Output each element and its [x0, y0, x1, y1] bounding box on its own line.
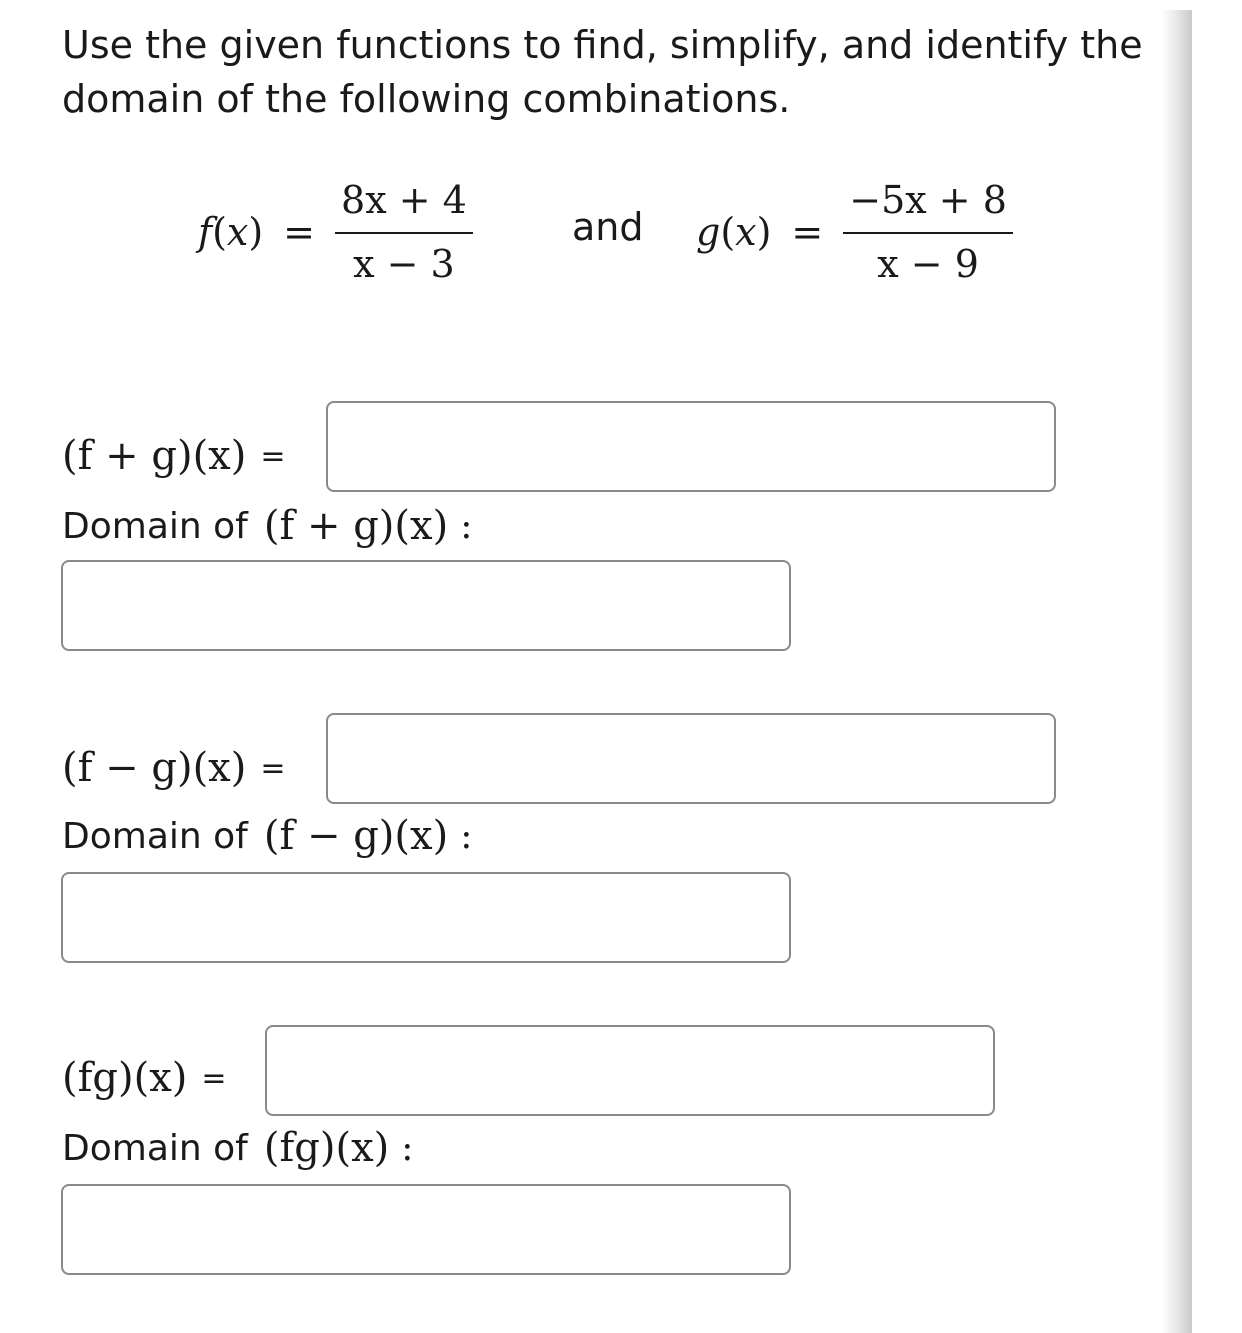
- g-numerator: −5x + 8: [843, 178, 1013, 234]
- sum-equals-sign: =: [260, 438, 286, 474]
- product-domain-expression: (fg)(x): [263, 1125, 390, 1171]
- scrollbar-track[interactable]: [1192, 0, 1242, 1333]
- difference-answer-input[interactable]: [326, 713, 1056, 804]
- f-definition: [198, 172, 473, 292]
- g-equals-sign: =: [791, 210, 824, 254]
- sum-label: [62, 424, 285, 488]
- product-equals-sign: =: [201, 1060, 227, 1096]
- sum-answer-input[interactable]: [326, 401, 1056, 492]
- content-edge-shadow: [1162, 10, 1192, 1333]
- sum-domain-input[interactable]: [61, 560, 791, 651]
- product-label: [62, 1046, 227, 1110]
- f-denominator: x − 3: [353, 242, 455, 286]
- sum-domain-label: [62, 496, 472, 556]
- difference-domain-input[interactable]: [61, 872, 791, 963]
- difference-equals-sign: =: [260, 750, 286, 786]
- difference-domain-colon: :: [460, 815, 473, 857]
- product-domain-input[interactable]: [61, 1184, 791, 1275]
- product-domain-colon: :: [401, 1127, 414, 1169]
- product-domain-prefix: Domain of: [62, 1127, 248, 1169]
- difference-label: [62, 736, 285, 800]
- f-numerator: 8x + 4: [335, 178, 473, 234]
- g-fraction: [843, 178, 1013, 286]
- difference-domain-prefix: Domain of: [62, 815, 248, 857]
- f-function-name: f(x): [198, 210, 264, 254]
- f-fraction: [335, 178, 473, 286]
- g-function-name: g(x): [696, 210, 772, 254]
- f-equals-sign: =: [283, 210, 316, 254]
- g-denominator: x − 9: [877, 242, 979, 286]
- difference-expression: (f − g)(x): [62, 745, 247, 791]
- instructions-text: Use the given functions to find, simplify, and identify the domain of the following combinations.: [62, 23, 1143, 121]
- sum-expression: (f + g)(x): [62, 433, 247, 479]
- product-expression: (fg)(x): [62, 1055, 188, 1101]
- sum-domain-colon: :: [460, 505, 473, 547]
- sum-domain-prefix: Domain of: [62, 505, 248, 547]
- difference-domain-label: [62, 806, 472, 866]
- difference-domain-expression: (f − g)(x): [263, 813, 449, 859]
- product-answer-input[interactable]: [265, 1025, 995, 1116]
- sum-domain-expression: (f + g)(x): [263, 503, 449, 549]
- product-domain-label: [62, 1118, 413, 1178]
- g-definition: [696, 172, 1013, 292]
- and-connector: and: [572, 205, 644, 249]
